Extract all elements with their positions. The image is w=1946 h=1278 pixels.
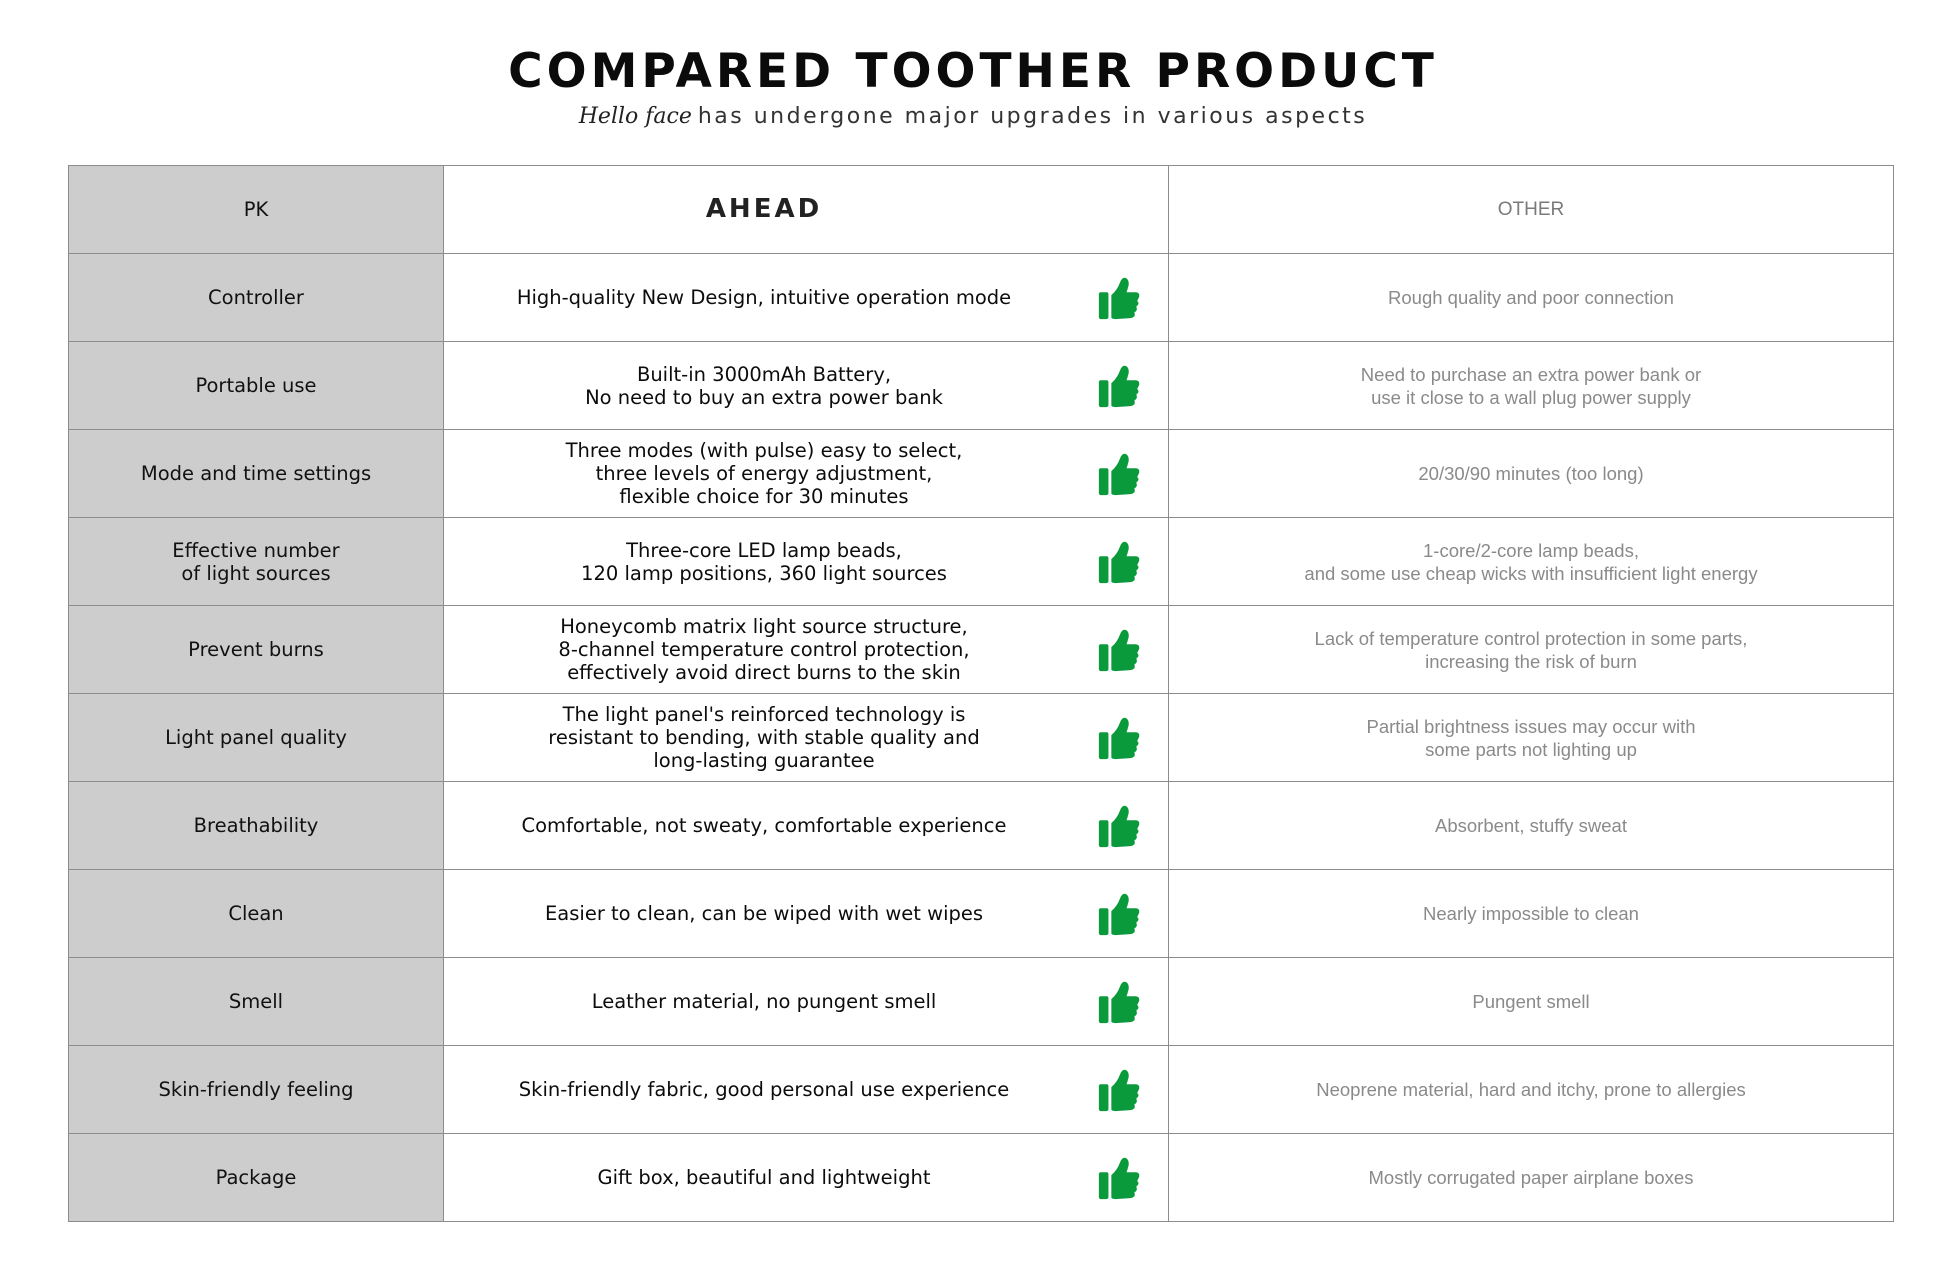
other-cell: Mostly corrugated paper airplane boxes bbox=[1169, 1134, 1894, 1222]
ahead-cell bbox=[444, 254, 1169, 342]
other-cell: Rough quality and poor connection bbox=[1169, 254, 1894, 342]
table-row bbox=[69, 342, 1894, 430]
ahead-logo-text: AHEAD bbox=[705, 193, 823, 224]
other-cell: Absorbent, stuffy sweat bbox=[1169, 782, 1894, 870]
page-subtitle bbox=[0, 104, 1946, 129]
table-row bbox=[69, 606, 1894, 694]
row-label: Package bbox=[69, 1134, 444, 1222]
other-cell: 20/30/90 minutes (too long) bbox=[1169, 430, 1894, 518]
ahead-description: Leather material, no pungent smell bbox=[591, 990, 937, 1013]
pk-header: PK bbox=[69, 166, 444, 254]
thumbs-up-icon bbox=[1096, 627, 1142, 673]
other-cell: 1-core/2-core lamp beads, and some use cheap wicks with insufficient light energy bbox=[1169, 518, 1894, 606]
thumbs-up-icon bbox=[1096, 715, 1142, 761]
ahead-description: Three modes (with pulse) easy to select, three levels of energy adjustment, flexible choice for 30 minutes bbox=[565, 439, 963, 508]
ahead-cell bbox=[444, 782, 1169, 870]
thumbs-up-icon bbox=[1096, 451, 1142, 497]
ahead-cell bbox=[444, 1046, 1169, 1134]
table-row bbox=[69, 1134, 1894, 1222]
table-header-row bbox=[69, 166, 1894, 254]
other-cell: Partial brightness issues may occur with some parts not lighting up bbox=[1169, 694, 1894, 782]
comparison-table-body bbox=[69, 166, 1894, 1222]
ahead-cell bbox=[444, 342, 1169, 430]
ahead-cell bbox=[444, 430, 1169, 518]
subtitle-text: has undergone major upgrades in various aspects bbox=[697, 104, 1368, 129]
thumbs-up-icon bbox=[1096, 539, 1142, 585]
ahead-cell bbox=[444, 870, 1169, 958]
row-label: Effective number of light sources bbox=[69, 518, 444, 606]
page-title: COMPARED TOOTHER PRODUCT bbox=[508, 44, 1438, 99]
comparison-table bbox=[68, 165, 1894, 1222]
ahead-description: High-quality New Design, intuitive operation mode bbox=[516, 286, 1012, 309]
thumbs-up-icon bbox=[1096, 275, 1142, 321]
ahead-description: Three-core LED lamp beads, 120 lamp positions, 360 light sources bbox=[581, 538, 947, 585]
row-label: Skin-friendly feeling bbox=[69, 1046, 444, 1134]
row-label: Clean bbox=[69, 870, 444, 958]
table-row bbox=[69, 254, 1894, 342]
thumbs-up-icon bbox=[1096, 891, 1142, 937]
ahead-description: Comfortable, not sweaty, comfortable experience bbox=[521, 814, 1007, 837]
table-row bbox=[69, 1046, 1894, 1134]
row-label: Light panel quality bbox=[69, 694, 444, 782]
hello-face-brand: Hello face bbox=[578, 104, 692, 129]
row-label: Portable use bbox=[69, 342, 444, 430]
ahead-description: Built-in 3000mAh Battery, No need to buy an extra power bank bbox=[585, 362, 943, 409]
ahead-cell bbox=[444, 518, 1169, 606]
row-label: Prevent burns bbox=[69, 606, 444, 694]
table-row bbox=[69, 430, 1894, 518]
ahead-logo bbox=[444, 193, 1084, 224]
ahead-cell bbox=[444, 1134, 1169, 1222]
thumbs-up-icon bbox=[1096, 979, 1142, 1025]
row-label: Breathability bbox=[69, 782, 444, 870]
ahead-header bbox=[444, 166, 1169, 254]
row-label: Smell bbox=[69, 958, 444, 1046]
thumbs-up-icon bbox=[1096, 1067, 1142, 1113]
ahead-cell bbox=[444, 958, 1169, 1046]
table-row bbox=[69, 518, 1894, 606]
other-header: OTHER bbox=[1169, 166, 1894, 254]
ahead-cell bbox=[444, 694, 1169, 782]
ahead-description: Skin-friendly fabric, good personal use experience bbox=[518, 1078, 1010, 1101]
ahead-description: Gift box, beautiful and lightweight bbox=[597, 1166, 931, 1189]
other-cell: Need to purchase an extra power bank or use it close to a wall plug power supply bbox=[1169, 342, 1894, 430]
thumbs-up-icon bbox=[1096, 803, 1142, 849]
table-row bbox=[69, 782, 1894, 870]
other-cell: Neoprene material, hard and itchy, prone to allergies bbox=[1169, 1046, 1894, 1134]
row-label: Mode and time settings bbox=[69, 430, 444, 518]
row-label: Controller bbox=[69, 254, 444, 342]
thumbs-up-icon bbox=[1096, 363, 1142, 409]
thumbs-up-icon bbox=[1096, 1155, 1142, 1201]
table-row bbox=[69, 694, 1894, 782]
other-cell: Nearly impossible to clean bbox=[1169, 870, 1894, 958]
ahead-cell bbox=[444, 606, 1169, 694]
table-row bbox=[69, 870, 1894, 958]
ahead-description: Honeycomb matrix light source structure, 8-channel temperature control protection, effectively avoid direct burns to the skin bbox=[558, 615, 970, 684]
table-row bbox=[69, 958, 1894, 1046]
other-cell: Lack of temperature control protection in some parts, increasing the risk of burn bbox=[1169, 606, 1894, 694]
other-cell: Pungent smell bbox=[1169, 958, 1894, 1046]
ahead-description: Easier to clean, can be wiped with wet wipes bbox=[544, 902, 984, 925]
ahead-description: The light panel's reinforced technology is resistant to bending, with stable quality and long-lasting guarantee bbox=[548, 703, 980, 772]
